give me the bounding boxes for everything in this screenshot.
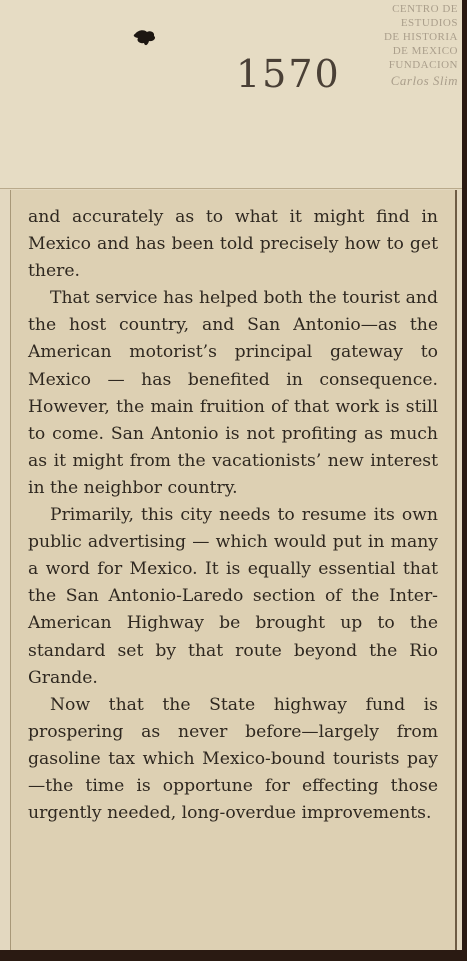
file-number: 1570: [236, 52, 341, 96]
watermark-line: DE HISTORIA: [383, 31, 458, 43]
ink-blot-icon: [132, 28, 158, 48]
watermark-line: CENTRO DE: [392, 3, 458, 15]
watermark-line: DE MEXICO: [392, 45, 458, 57]
article-paragraph: and accurately as to what it might find in Mexico and has been told precisely how to get there.: [28, 207, 438, 282]
article-body: [28, 204, 438, 827]
archive-watermark: [362, 2, 458, 88]
article-paragraph: Now that the State highway fund is prospering as never before—largely from gasoline tax which Mexico-bound tourists pay—the time is opportune for effecting those urgently needed, long-overdue improvements.: [28, 694, 438, 824]
watermark-signature: Carlos Slim: [390, 73, 458, 88]
watermark-line: FUNDACION: [388, 59, 458, 71]
mount-header: [0, 0, 462, 189]
newspaper-clipping: [10, 190, 457, 950]
article-paragraph: That service has helped both the tourist and the host country, and San Antonio—as the American motorist’s principal gateway to Mexico — has benefited in consequence. However, the main fruition of that work is still to come. San Antonio is not profiting as much as it might from the vacationists’ new interest in the neighbor country.: [28, 288, 438, 498]
article-paragraph: Primarily, this city needs to resume its own public advertising — which would put in many a word for Mexico. It is equally essential that the San Antonio-Laredo section of the Inter-American Highway be brought up to the standard set by that route beyond the Rio Grande.: [28, 505, 438, 688]
bottom-edge: [0, 950, 462, 961]
watermark-line: ESTUDIOS: [400, 17, 458, 29]
